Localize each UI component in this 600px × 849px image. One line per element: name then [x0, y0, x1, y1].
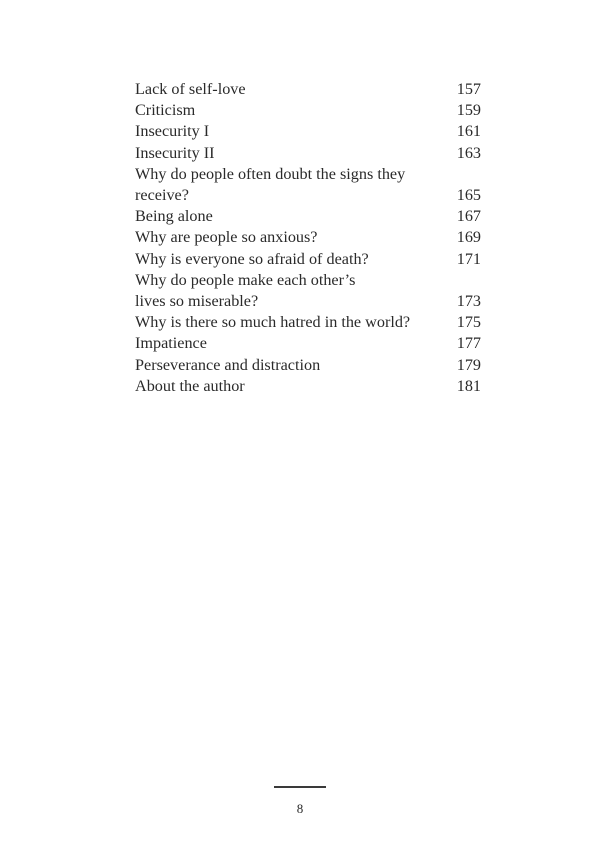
toc-entry — [135, 312, 481, 333]
toc-entry — [135, 376, 481, 397]
toc-entry — [135, 206, 481, 227]
toc-entry-title: Why are people so anxious? — [135, 228, 318, 247]
toc-entry-page: 179 — [456, 355, 481, 374]
toc-entry-page: 163 — [456, 143, 481, 162]
table-of-contents — [135, 79, 481, 397]
toc-entry-title: Lack of self-love — [135, 80, 246, 98]
toc-entry-page: 159 — [456, 101, 481, 120]
toc-entry — [135, 249, 481, 270]
toc-entry-page: 175 — [456, 313, 481, 332]
footer-rule — [274, 786, 326, 788]
toc-entry — [135, 79, 481, 100]
toc-entry-title: Insecurity II — [135, 143, 215, 162]
toc-entry-title: Why do people often doubt the signs they receive? — [135, 164, 406, 205]
toc-entry — [135, 164, 481, 206]
toc-entry — [135, 121, 481, 142]
toc-entry — [135, 143, 481, 164]
toc-entry — [135, 355, 481, 376]
toc-entry — [135, 100, 481, 121]
toc-entry-page: 181 — [456, 376, 481, 395]
toc-entry-title: Why do people make each other’s lives so miserable? — [135, 270, 356, 311]
toc-entry-page: 157 — [456, 80, 481, 98]
toc-entry-page: 161 — [456, 122, 481, 141]
toc-entry-title: Being alone — [135, 207, 213, 226]
toc-entry-title: Perseverance and distraction — [135, 355, 321, 374]
toc-entry-title: About the author — [135, 376, 245, 395]
toc-entry — [135, 227, 481, 248]
toc-entry-page: 169 — [456, 228, 481, 247]
toc-entry — [135, 270, 481, 312]
toc-entry-title: Insecurity I — [135, 122, 210, 141]
toc-entry-title: Why is there so much hatred in the world? — [135, 313, 411, 332]
toc-entry — [135, 333, 481, 354]
toc-entry-page: 171 — [456, 249, 481, 268]
toc-entry-page: 177 — [456, 334, 481, 353]
page-number: 8 — [296, 801, 304, 816]
toc-entry-page: 165 — [456, 186, 481, 205]
toc-entry-title: Impatience — [135, 334, 207, 353]
toc-entry-title: Why is everyone so afraid of death? — [135, 249, 369, 268]
toc-entry-page: 173 — [456, 292, 481, 311]
toc-entry-title: Criticism — [135, 101, 196, 120]
toc-entry-page: 167 — [456, 207, 481, 226]
